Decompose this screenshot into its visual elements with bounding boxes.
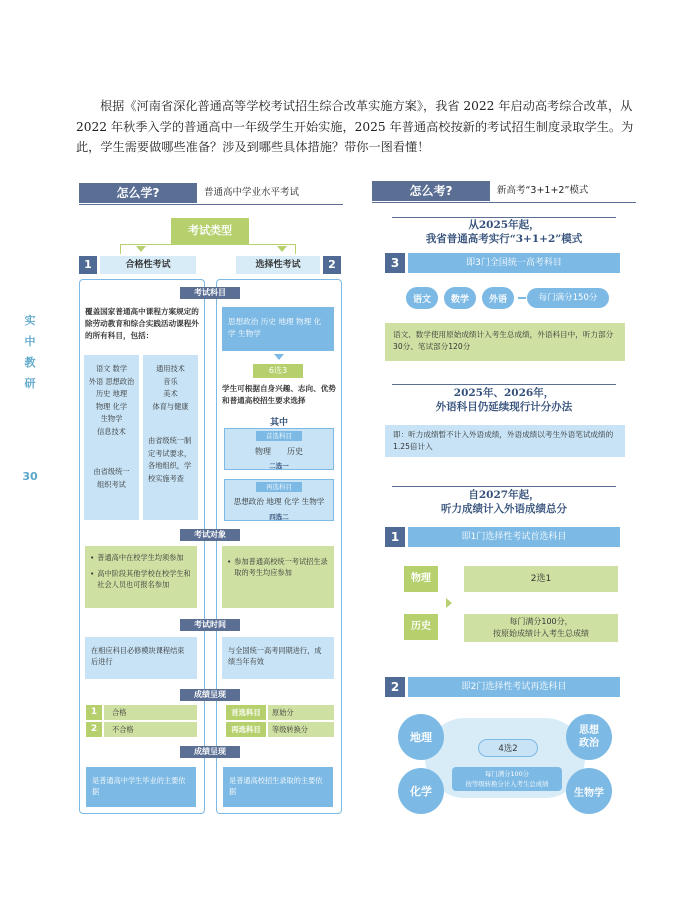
section-subjects: 考试科目	[180, 287, 240, 299]
arrow-icon	[274, 354, 284, 360]
journal-char: 实	[24, 314, 36, 327]
section-target: 考试对象	[180, 529, 240, 541]
geography-circle: 地理	[398, 714, 444, 760]
right-title-2a: 2025年、2026年，	[453, 387, 555, 399]
n1-title: 即1门选择性考试首选科目	[408, 527, 620, 547]
res-a1-num: 1	[86, 705, 102, 720]
select-pick: 6选3	[253, 364, 303, 378]
col2-title: 选择性考试	[236, 256, 320, 274]
score-100-b: 按原始成绩计入考生总成绩	[493, 629, 589, 638]
select-subjects: 思想政治 历史 地理 物理 化学 生物学	[222, 307, 334, 351]
use-b: 是普通高校招生录取的主要依据	[223, 767, 333, 807]
exam-type-branch	[120, 244, 296, 254]
list-item: 外语 思想政治	[88, 376, 135, 386]
list-item: 通用技术	[156, 364, 185, 373]
politics-circle	[566, 714, 612, 760]
pass-subjects-b	[143, 355, 198, 520]
connector	[518, 297, 526, 299]
foreign-circle: 外语	[482, 287, 514, 309]
n3-title: 即3门全国统一高考科目	[408, 253, 620, 273]
target-b: • 参加普通高校统一考试招生录取的考生均应参加	[222, 546, 334, 608]
list-item: 美术	[163, 389, 178, 398]
pick-2of1: 2选1	[464, 566, 618, 592]
politics-a: 思想	[579, 725, 599, 736]
target-a: • 普通高中在校学生均须参加 • 高中阶段其他学校在校学生和社会人员也可报名参加	[85, 546, 197, 608]
list-item: 历史 地理	[95, 389, 128, 398]
right-title-3b: 听力成绩计入外语成绩总分	[441, 503, 567, 515]
list-item: 物理 化学	[95, 401, 128, 411]
journal-label	[22, 310, 38, 394]
right-title-1a: 从2025年起，	[468, 219, 540, 231]
res-a2: 不合格	[104, 722, 197, 737]
intro-paragraph: 根据《河南省深化普通高等学校考试招生综合改革实施方案》，我省 2022 年启动高考综合改革，从 2022 年秋季入学的普通高中一年级学生开始实施，2025 年普通高校按新的考试招生制度录取学生。为此，学生需要做哪些准备？涉及到哪些具体措施？带你一图看懂！	[76, 99, 634, 154]
right-title-2b: 外语科目仍延续现行计分办法	[435, 401, 573, 413]
use-a: 是普通高中学生毕业的主要依据	[86, 767, 196, 807]
conv-b: 按等级转换分计入考生总成绩	[465, 780, 549, 788]
journal-char: 中	[24, 335, 36, 348]
list-item: 音乐	[163, 376, 178, 386]
res-b1: 原始分	[268, 705, 334, 720]
arrow-icon	[446, 598, 452, 608]
chemistry-circle: 化学	[398, 768, 444, 814]
journal-char: 教	[24, 356, 36, 369]
pass-org-b: 由省级统一制定考试要求，各地组织，学校实施考查	[148, 436, 192, 483]
desc-t2: 即：听力成绩暂不计入外语成绩，外语成绩以考生外语笔试成绩的1.25倍计入	[385, 425, 625, 457]
right-title-3a: 自2027年起，	[468, 489, 540, 501]
conv-a: 每门满分100分	[484, 770, 530, 778]
right-header-line	[372, 202, 636, 203]
select-description: 学生可根据自身兴趣、志向、优势和普通高校招生要求选择	[222, 384, 336, 405]
physics-box: 物理	[404, 566, 438, 592]
arrow-icon	[136, 246, 146, 252]
exam-type-box: 考试类型	[171, 218, 249, 244]
math-circle: 数学	[444, 287, 476, 309]
pick-4of2: 4选2	[478, 739, 538, 757]
page-number: 30	[22, 470, 38, 483]
target-a1: 普通高中在校学生均须参加	[97, 553, 184, 562]
section-use: 成绩呈现	[180, 746, 240, 758]
list-item: 体育与健康	[152, 401, 189, 411]
desc-3: 语文、数学使用原始成绩计入考生总成绩，外语科目中，听力部分30分、笔试部分120分	[385, 323, 625, 361]
select-among: 其中	[269, 418, 288, 428]
left-header-line	[79, 204, 343, 205]
section-time: 考试时间	[180, 619, 240, 631]
left-header: 怎么学?	[79, 183, 197, 203]
res-a2-num: 2	[86, 722, 102, 737]
res-b2: 等级转换分	[268, 722, 334, 737]
biology-circle: 生物学	[566, 768, 612, 814]
target-a2: 高中阶段其他学校在校学生和社会人员也可报名参加	[97, 569, 191, 589]
divider	[392, 384, 616, 385]
time-b: 与全国统一高考同期进行，成绩当年有效	[222, 637, 334, 679]
history-box: 历史	[404, 614, 438, 640]
pass-subjects-a	[84, 355, 139, 520]
pass-org-a: 由省级统一组织考试	[93, 467, 130, 489]
pass-description: 覆盖国家普通高中课程方案规定的除劳动教育和综合实践活动课程外的所有科目，包括：	[85, 307, 199, 340]
res-a1: 合格	[104, 705, 197, 720]
n2-number: 2	[385, 677, 405, 697]
list-item: 生物学	[100, 414, 123, 423]
target-b-text: 参加普通高校统一考试招生录取的考生均应参加	[234, 557, 328, 577]
score-100-box	[464, 614, 618, 642]
time-a: 在相应科目必修模块课程结束后进行	[85, 637, 197, 679]
re-pick: 四选二	[269, 513, 289, 521]
chinese-circle: 语文	[406, 287, 438, 309]
col2-number: 2	[323, 256, 341, 274]
res-b2-label: 再选科目	[226, 722, 266, 737]
col1-title: 合格性考试	[100, 256, 196, 274]
right-header: 怎么考?	[372, 181, 490, 201]
right-title-1b: 我省普通高考实行“3+1+2”模式	[425, 233, 583, 245]
n1-number: 1	[385, 527, 405, 547]
right-subtitle: 新高考“3+1+2”模式	[497, 185, 589, 196]
journal-char: 研	[24, 377, 36, 390]
score-100-a: 每门满分100分，	[509, 617, 573, 626]
first-items: 物理 历史	[255, 447, 303, 456]
first-label: 首选科目	[256, 431, 302, 441]
re-label: 再选科目	[256, 482, 302, 492]
n2-title: 即2门选择性考试再选科目	[408, 677, 620, 697]
res-b1-label: 首选科目	[226, 705, 266, 720]
arrow-icon	[277, 246, 287, 252]
first-pick: 二选一	[269, 462, 289, 470]
re-items: 思想政治 地理 化学 生物学	[233, 497, 325, 506]
left-subtitle: 普通高中学业水平考试	[204, 187, 300, 198]
col1-number: 1	[79, 256, 97, 274]
score-150: 每门满分150分	[527, 288, 609, 308]
list-item: 信息技术	[97, 426, 126, 436]
section-result: 成绩呈现	[180, 689, 240, 701]
n3-number: 3	[385, 253, 405, 273]
list-item: 语文 数学	[95, 364, 128, 373]
conversion-box	[452, 767, 562, 791]
divider	[392, 486, 616, 487]
politics-b: 政治	[579, 738, 599, 749]
